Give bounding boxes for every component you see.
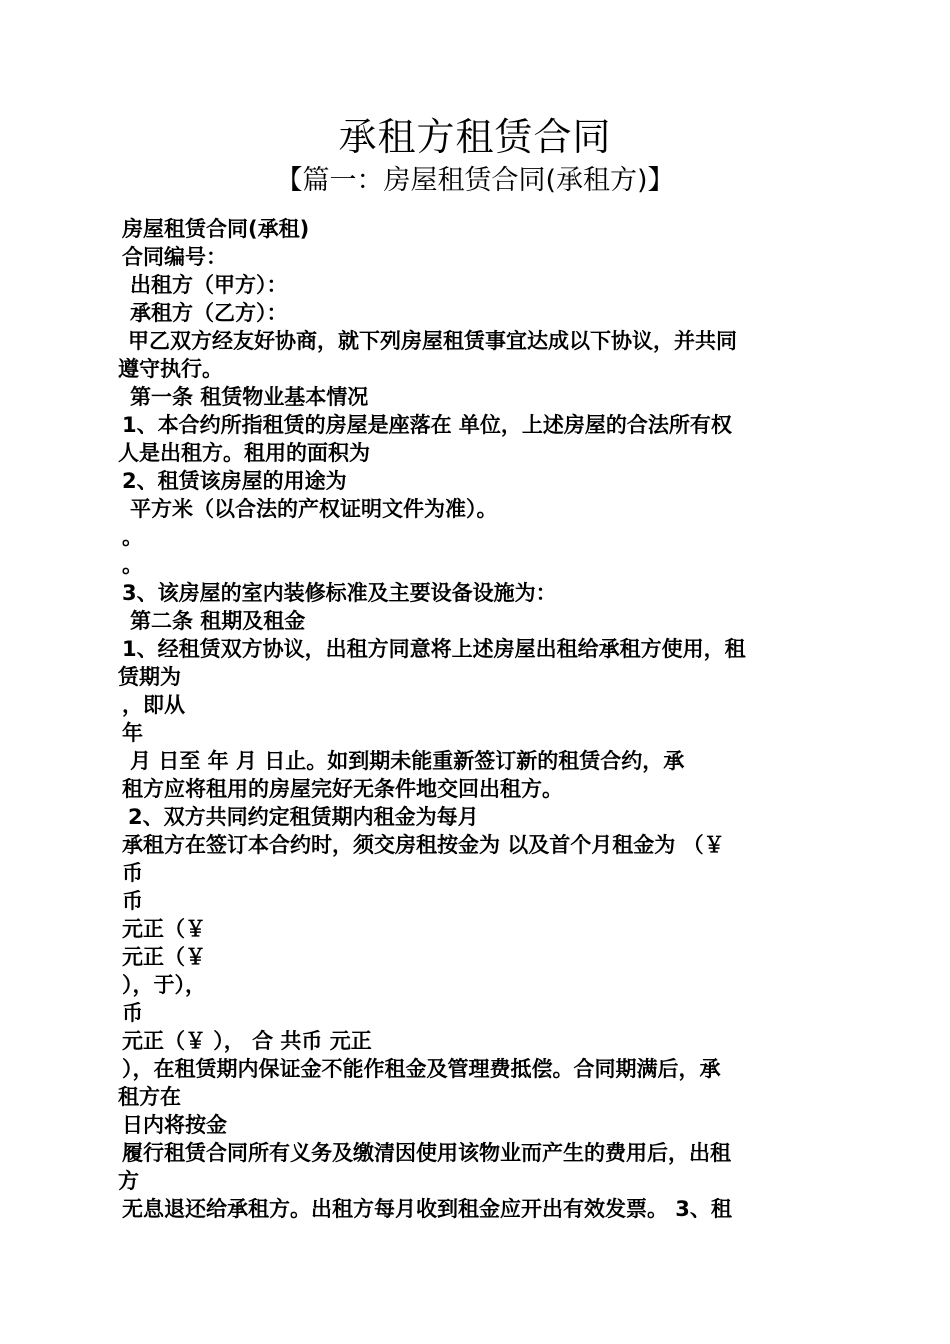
text-line: 3、该房屋的室内装修标准及主要设备设施为：	[122, 581, 557, 605]
text-line: 平方米（以合法的产权证明文件为准）。	[130, 497, 498, 521]
text-line: ，即从	[122, 693, 185, 717]
text-line: 元正（￥	[122, 917, 206, 941]
text-line: 出租方（甲方）：	[130, 273, 288, 297]
text-line: 第一条 租赁物业基本情况	[130, 385, 369, 409]
text-line: 2、租赁该房屋的用途为	[122, 469, 347, 493]
text-line: 租方应将租用的房屋完好无条件地交回出租方。	[122, 777, 563, 801]
text-line: 元正（￥	[122, 945, 206, 969]
text-line: 。	[122, 553, 143, 577]
text-line: 人是出租方。租用的面积为	[118, 441, 370, 465]
text-line: 元正（￥ ）， 合 共币 元正	[122, 1029, 372, 1053]
document-body	[118, 215, 838, 1223]
text-line: 遵守执行。	[118, 357, 223, 381]
text-line: ），在租赁期内保证金不能作租金及管理费抵偿。合同期满后，承	[122, 1057, 721, 1081]
text-line: 币	[122, 889, 143, 913]
text-line: ），于），	[122, 973, 206, 997]
text-line: 赁期为	[118, 665, 181, 689]
text-line: 租方在	[118, 1085, 181, 1109]
text-line: 1、本合约所指租赁的房屋是座落在 单位，上述房屋的合法所有权	[122, 413, 732, 437]
text-line: 月 日至 年 月 日止。如到期未能重新签订新的租赁合约，承	[130, 749, 685, 773]
text-line: 1、经租赁双方协议，出租方同意将上述房屋出租给承租方使用，租	[122, 637, 746, 661]
text-line: 承租方在签订本合约时，须交房租按金为 以及首个月租金为 （￥	[122, 833, 725, 857]
text-line: 方	[118, 1169, 139, 1193]
text-line: 日内将按金	[122, 1113, 227, 1137]
text-line: 币	[122, 1001, 143, 1025]
text-line: 2、双方共同约定租赁期内租金为每月	[128, 805, 479, 829]
text-line: 币	[122, 861, 143, 885]
text-line: 合同编号：	[122, 245, 227, 269]
text-line: 房屋租赁合同(承租)	[122, 217, 310, 241]
text-line: 承租方（乙方）：	[130, 301, 288, 325]
text-line: 。	[122, 525, 143, 549]
text-line: 甲乙双方经友好协商，就下列房屋租赁事宜达成以下协议，并共同	[128, 329, 737, 353]
document-title: 承租方租赁合同	[338, 115, 612, 159]
text-line: 无息退还给承租方。出租方每月收到租金应开出有效发票。 3、租	[122, 1197, 732, 1221]
text-line: 履行租赁合同所有义务及缴清因使用该物业而产生的费用后，出租	[122, 1141, 731, 1165]
text-line: 年	[122, 721, 143, 745]
text-line: 第二条 租期及租金	[130, 609, 306, 633]
document-subtitle: 【篇一：房屋租赁合同(承租方)】	[275, 165, 675, 196]
